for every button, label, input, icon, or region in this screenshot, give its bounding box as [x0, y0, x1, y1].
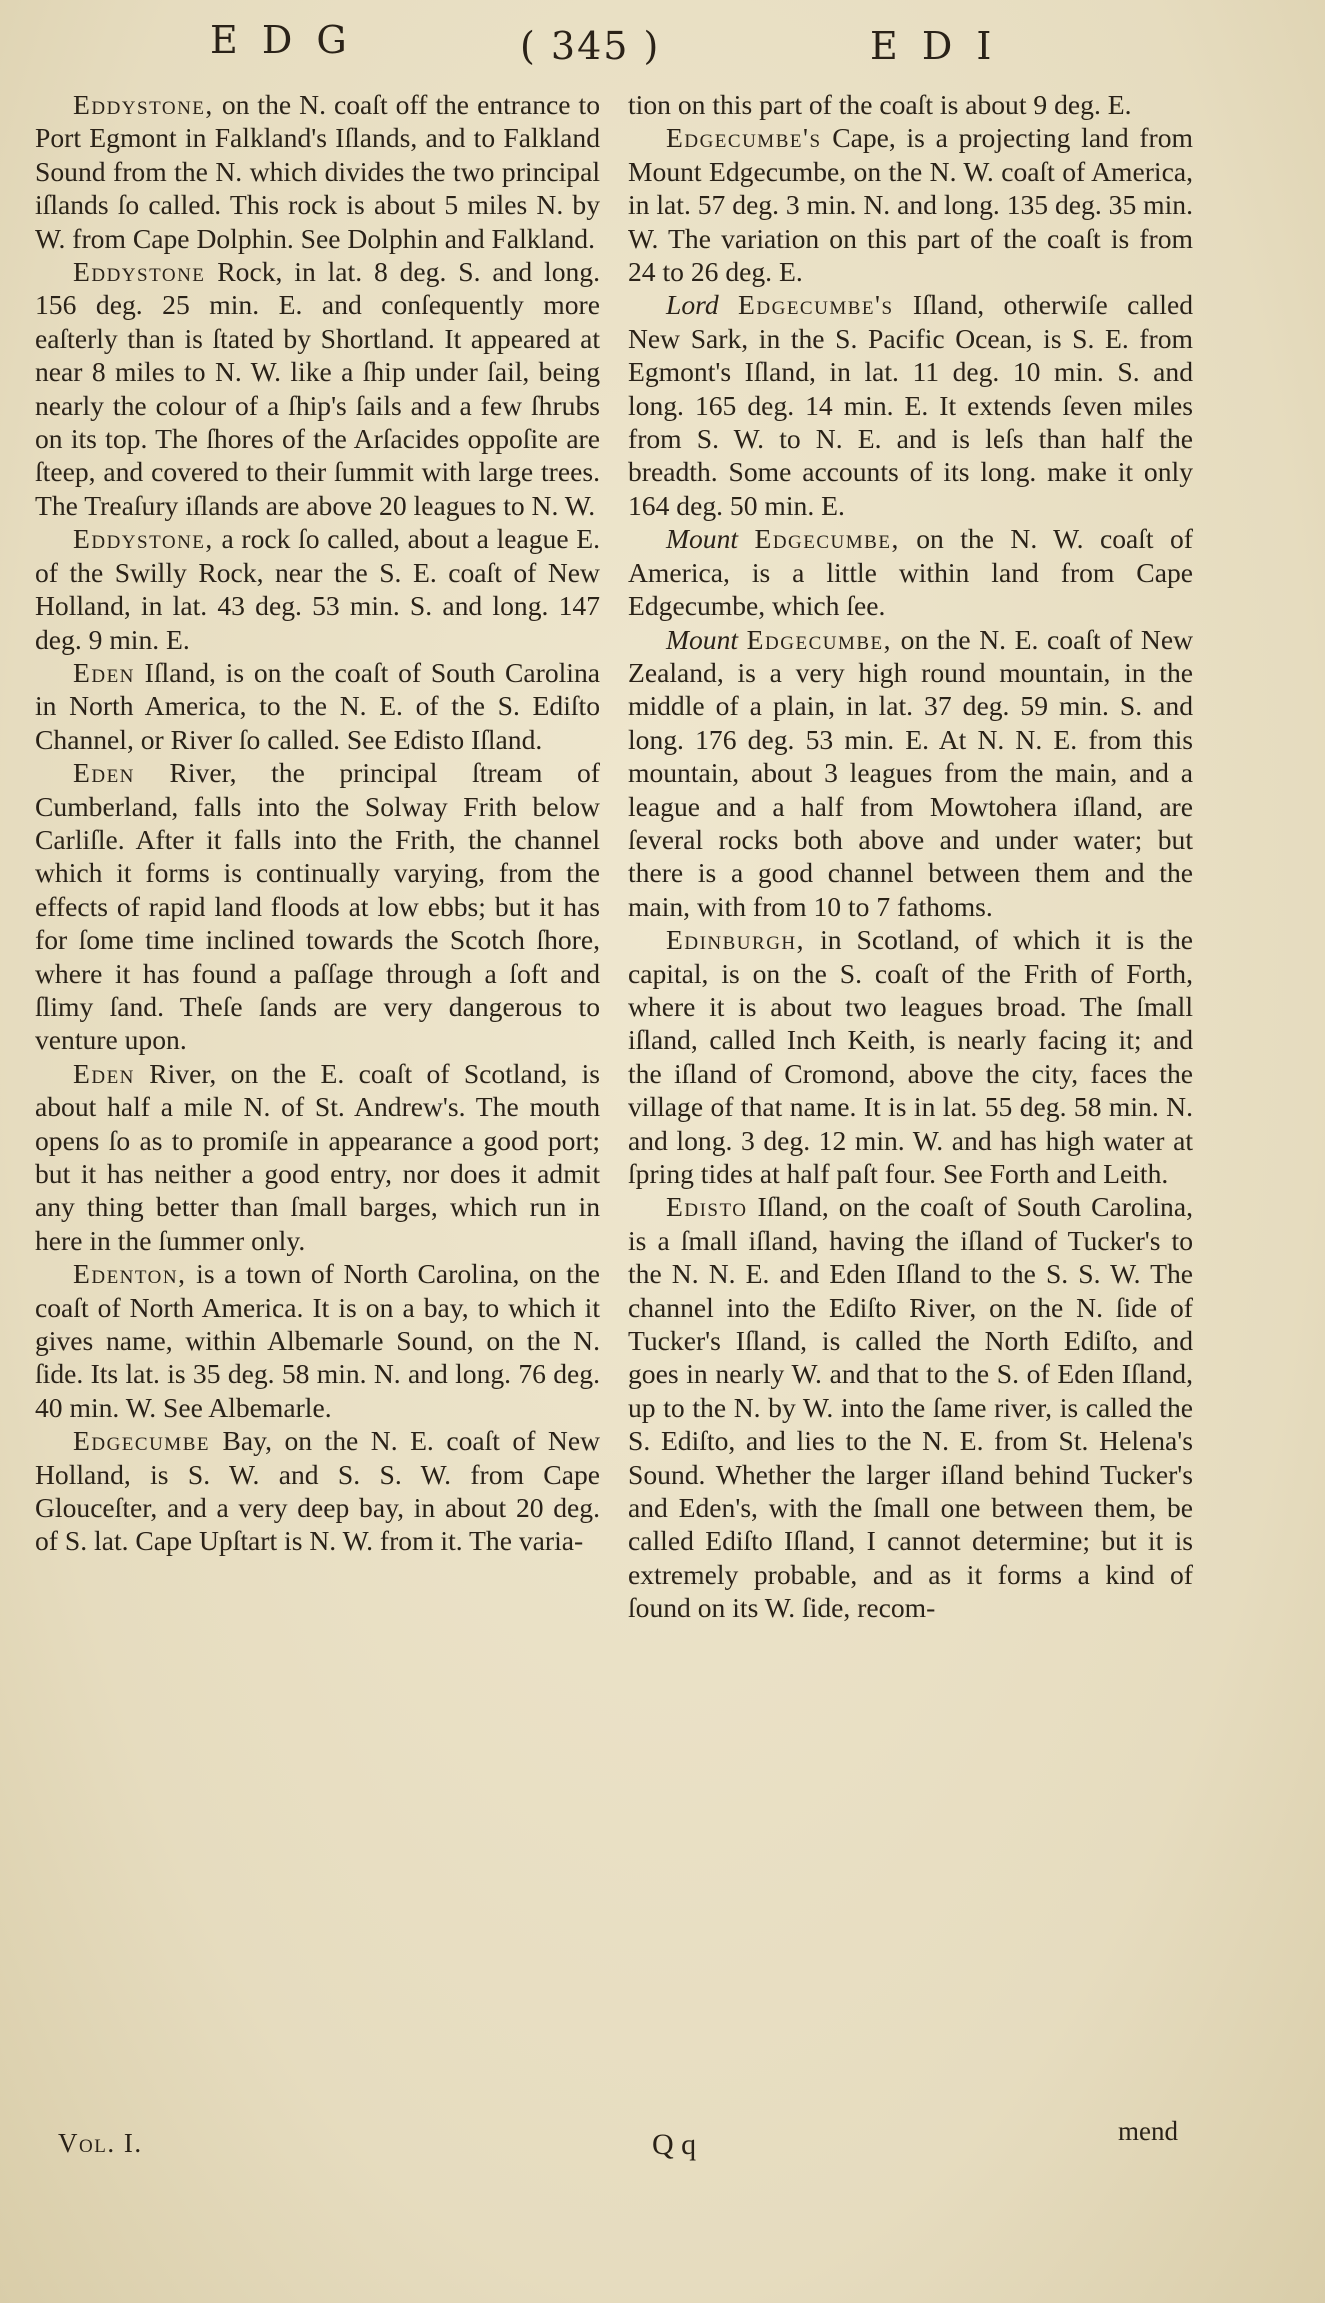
- entry: Edgecumbe Bay, on the N. E. coaſt of New Holland, is S. W. and S. S. W. from Cape Glouceſter, and a very deep bay, in about 20 deg. of S. lat. Cape Upſtart is N. W. from it. The varia-: [35, 1425, 600, 1557]
- volume-label: Vol. I.: [58, 2128, 143, 2158]
- entry: Edenton, is a town of North Carolina, on the coaſt of North America. It is on a bay, to which it gives name, within Albemarle Sound, on the N. ſide. Its lat. is 35 deg. 58 min. N. and long. 76 deg. 40 min. W. See Albemarle.: [35, 1258, 600, 1423]
- entry: Eddystone, a rock ſo called, about a league E. of the Swilly Rock, near the S. E. coaſt of New Holland, in lat. 43 deg. 53 min. S. and long. 147 deg. 9 min. E.: [35, 523, 600, 655]
- entry: Lord Edgecumbe's Iſland, otherwiſe called New Sark, in the S. Pacific Ocean, is S. E. from Egmont's Iſland, in lat. 11 deg. 10 min. S. and long. 165 deg. 14 min. E. It extends ſeven miles from S. W. to N. E. and is leſs than half the breadth. Some accounts of its long. make it only 164 deg. 50 min. E.: [628, 289, 1193, 521]
- signature-mark: Q q: [652, 2128, 697, 2161]
- entry-continuation: tion on this part of the coaſt is about 9 deg. E.: [628, 89, 1132, 120]
- entry: Mount Edgecumbe, on the N. W. coaſt of America, is a little within land from Cape Edgecumbe, which ſee.: [628, 523, 1193, 622]
- entry: Eddystone, on the N. coaſt off the entrance to Port Egmont in Falkland's Iſlands, and to Falkland Sound from the N. which divides the two principal iſlands ſo called. This rock is about 5 miles N. by W. from Cape Dolphin. See Dolphin and Falkland.: [35, 89, 600, 254]
- entry: Eden River, the principal ſtream of Cumberland, falls into the Solway Frith below Carliſle. After it falls into the Frith, the channel which it forms is continually varying, from the effects of rapid land floods at low ebbs; but it has for ſome time inclined towards the Scotch ſhore, where it has found a paſſage through a ſoft and ſlimy ſand. Theſe ſands are very dangerous to venture upon.: [35, 757, 600, 1056]
- page-footer: [0, 2116, 1325, 2168]
- entry: Edgecumbe's Cape, is a projecting land from Mount Edgecumbe, on the N. W. coaſt of America, in lat. 57 deg. 3 min. N. and long. 135 deg. 35 min. W. The variation on this part of the coaſt is from 24 to 26 deg. E.: [628, 122, 1193, 288]
- catchword: mend: [1118, 2116, 1178, 2146]
- entry: Eddystone Rock, in lat. 8 deg. S. and long. 156 deg. 25 min. E. and conſequently more eaſterly than is ſtated by Shortland. It appeared at near 8 miles to N. W. like a ſhip under ſail, being nearly the colour of a ſhip's ſails and a few ſhrubs on its top. The ſhores of the Arſacides oppoſite are ſteep, and covered to their ſummit with large trees. The Treaſury iſlands are above 20 leagues to N. W.: [35, 256, 600, 521]
- page-number: ( 345 ): [520, 24, 661, 68]
- header-left: E D G: [210, 18, 353, 62]
- running-header: [0, 18, 1325, 78]
- right-column: [628, 88, 1193, 1625]
- entry: Eden River, on the E. coaſt of Scotland, is about half a mile N. of St. Andrew's. The mouth opens ſo as to promiſe in appearance a good port; but it has neither a good entry, nor does it admit any thing better than ſmall barges, which run in here in the ſummer only.: [35, 1057, 600, 1256]
- entry: Edisto Iſland, on the coaſt of South Carolina, is a ſmall iſland, having the iſland of Tucker's to the N. N. E. and Eden Iſland to the S. S. W. The channel into the Ediſto River, on the N. ſide of Tucker's Iſland, is called the North Ediſto, and goes in nearly W. and that to the S. of Eden Iſland, up to the N. by W. into the ſame river, is called the S. Ediſto, and lies to the N. E. from St. Helena's Sound. Whether the larger iſland behind Tucker's and Eden's, with the ſmall one between them, be called Ediſto Iſland, I cannot determine; but it is extremely probable, and as it forms a kind of ſound on its W. ſide, recom-: [628, 1191, 1193, 1624]
- left-column: [35, 88, 600, 1558]
- entry: Eden Iſland, is on the coaſt of South Carolina in North America, to the N. E. of the S. Ediſto Channel, or River ſo called. See Edisto Iſland.: [35, 656, 600, 755]
- entry: Edinburgh, in Scotland, of which it is the capital, is on the S. coaſt of the Frith of Forth, where it is about two leagues broad. The ſmall iſland, called Inch Keith, is nearly facing it; and the iſland of Cromond, above the city, faces the village of that name. It is in lat. 55 deg. 58 min. N. and long. 3 deg. 12 min. W. and has high water at ſpring tides at half paſt four. See Forth and Leith.: [628, 924, 1193, 1189]
- header-right: E D I: [870, 24, 998, 68]
- entry: Mount Edgecumbe, on the N. E. coaſt of New Zealand, is a very high round mountain, in the middle of a plain, in lat. 37 deg. 59 min. S. and long. 176 deg. 53 min. E. At N. N. E. from this mountain, about 3 leagues from the main, and a league and a half from Mowtohera iſland, are ſeveral rocks both above and under water; but there is a good channel between them and the main, with from 10 to 7 fathoms.: [628, 623, 1193, 922]
